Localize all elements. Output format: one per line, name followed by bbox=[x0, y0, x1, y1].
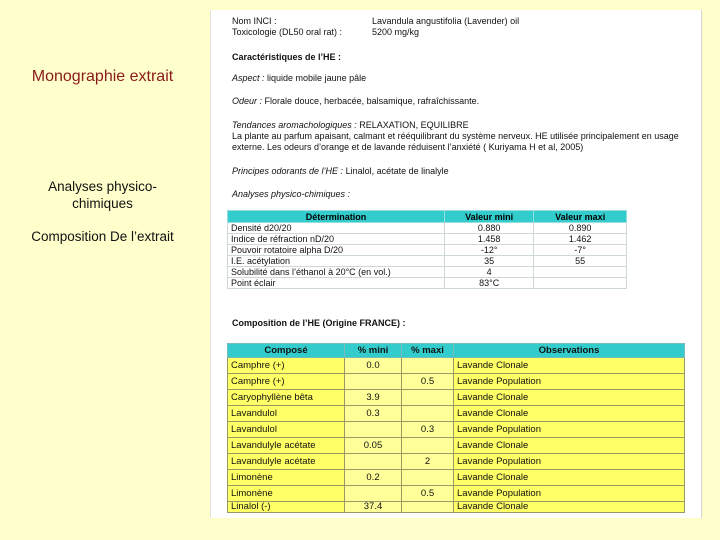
comp-cell: Caryophyllène bêta bbox=[228, 390, 345, 406]
comp-cell: Limonène bbox=[228, 470, 345, 486]
comp-cell: Lavande Clonale bbox=[454, 470, 685, 486]
table-row bbox=[228, 234, 627, 245]
det-cell: 35 bbox=[445, 256, 534, 267]
physico-chemical-table bbox=[227, 210, 627, 289]
table-row bbox=[228, 454, 685, 470]
table-row bbox=[228, 374, 685, 390]
comp-cell bbox=[402, 470, 454, 486]
comp-cell: Lavandulol bbox=[228, 406, 345, 422]
comp-cell: Lavande Clonale bbox=[454, 358, 685, 374]
comp-header: Composé bbox=[228, 344, 345, 358]
det-cell bbox=[534, 278, 627, 289]
nav-composition[interactable]: Composition De l’extrait bbox=[31, 229, 174, 244]
carac-heading: Caractéristiques de l’HE : bbox=[232, 52, 342, 62]
comp-cell bbox=[345, 454, 402, 470]
comp-cell: 0.3 bbox=[402, 422, 454, 438]
det-cell: 1.462 bbox=[534, 234, 627, 245]
det-cell: I.E. acétylation bbox=[228, 256, 445, 267]
comp-cell: Lavandulol bbox=[228, 422, 345, 438]
comp-cell: 0.3 bbox=[345, 406, 402, 422]
inci-row bbox=[232, 16, 519, 27]
analyses-label: Analyses physico-chimiques : bbox=[232, 189, 351, 199]
det-cell: Pouvoir rotatoire alpha D/20 bbox=[228, 245, 445, 256]
table-row bbox=[228, 438, 685, 454]
det-cell: 55 bbox=[534, 256, 627, 267]
comp-cell: Lavande Clonale bbox=[454, 502, 685, 513]
det-cell: -7° bbox=[534, 245, 627, 256]
det-cell bbox=[534, 267, 627, 278]
composition-heading: Composition de l’HE (Origine FRANCE) : bbox=[232, 318, 406, 328]
comp-cell: 37.4 bbox=[345, 502, 402, 513]
comp-cell: Lavande Clonale bbox=[454, 390, 685, 406]
det-cell: Solubilité dans l’éthanol à 20°C (en vol.) bbox=[228, 267, 445, 278]
det-cell: 83°C bbox=[445, 278, 534, 289]
det-cell: 0.890 bbox=[534, 223, 627, 234]
table-row bbox=[228, 486, 685, 502]
odeur-label: Odeur : bbox=[232, 96, 263, 106]
table-row bbox=[228, 390, 685, 406]
det-cell: Point éclair bbox=[228, 278, 445, 289]
table-row bbox=[228, 470, 685, 486]
comp-cell: Lavande Population bbox=[454, 374, 685, 390]
nav-analyses[interactable]: Analyses physico-chimiques bbox=[48, 179, 157, 211]
det-header: Détermination bbox=[228, 211, 445, 223]
table-row bbox=[228, 278, 627, 289]
comp-cell: Lavandulyle acétate bbox=[228, 454, 345, 470]
comp-cell bbox=[345, 374, 402, 390]
comp-cell: Lavandulyle acétate bbox=[228, 438, 345, 454]
comp-cell: Lavande Clonale bbox=[454, 438, 685, 454]
comp-cell: 0.5 bbox=[402, 374, 454, 390]
comp-header: Observations bbox=[454, 344, 685, 358]
tendances-label: Tendances aromachologiques : bbox=[232, 120, 357, 130]
composition-table bbox=[227, 343, 685, 513]
slide-left-panel bbox=[0, 0, 205, 540]
comp-cell: Limonène bbox=[228, 486, 345, 502]
comp-cell: 0.2 bbox=[345, 470, 402, 486]
comp-cell: Linalol (-) bbox=[228, 502, 345, 513]
comp-cell: Lavande Population bbox=[454, 422, 685, 438]
table-row bbox=[228, 406, 685, 422]
det-cell: Densité d20/20 bbox=[228, 223, 445, 234]
comp-cell: Camphre (+) bbox=[228, 358, 345, 374]
table-row bbox=[228, 223, 627, 234]
aspect-value: liquide mobile jaune pâle bbox=[267, 73, 367, 83]
tox-label: Toxicologie (DL50 oral rat) : bbox=[232, 27, 343, 37]
odeur-value: Florale douce, herbacée, balsamique, rafraîchissante. bbox=[264, 96, 480, 106]
inci-label: Nom INCI : bbox=[232, 16, 277, 26]
tox-value: 5200 mg/kg bbox=[372, 27, 420, 37]
comp-cell: 2 bbox=[402, 454, 454, 470]
principes-value: Linalol, acétate de linalyle bbox=[345, 166, 449, 176]
tendances-value: RELAXATION, EQUILIBRE bbox=[359, 120, 469, 130]
table-row bbox=[228, 358, 685, 374]
odeur-row bbox=[232, 96, 687, 107]
comp-cell bbox=[402, 390, 454, 406]
comp-header: % mini bbox=[345, 344, 402, 358]
comp-cell: 0.0 bbox=[345, 358, 402, 374]
det-cell: -12° bbox=[445, 245, 534, 256]
det-header: Valeur maxi bbox=[534, 211, 627, 223]
table-row bbox=[228, 267, 627, 278]
det-cell: 4 bbox=[445, 267, 534, 278]
det-cell: 0.880 bbox=[445, 223, 534, 234]
table-row bbox=[228, 245, 627, 256]
tendances-text: La plante au parfum apaisant, calmant et rééquilibrant du système nerveux. HE utilisée principalement en usage externe. Les odeurs d’orange et de lavande réduisent l’anxiété ( Kuriyama H et al, 2005) bbox=[232, 131, 679, 152]
aspect-label: Aspect : bbox=[232, 73, 265, 83]
comp-cell: 0.5 bbox=[402, 486, 454, 502]
comp-cell: Lavande Population bbox=[454, 454, 685, 470]
det-cell: Indice de réfraction nD/20 bbox=[228, 234, 445, 245]
det-cell: 1.458 bbox=[445, 234, 534, 245]
principes-label: Principes odorants de l’HE : bbox=[232, 166, 344, 176]
aspect-row bbox=[232, 73, 687, 84]
slide-title: Monographie extrait bbox=[31, 68, 174, 85]
comp-cell: Lavande Population bbox=[454, 486, 685, 502]
tox-row bbox=[232, 27, 419, 38]
comp-header: % maxi bbox=[402, 344, 454, 358]
comp-cell bbox=[402, 438, 454, 454]
comp-cell bbox=[345, 422, 402, 438]
comp-cell: 3.9 bbox=[345, 390, 402, 406]
inci-value: Lavandula angustifolia (Lavender) oil bbox=[372, 16, 520, 26]
comp-cell: 0.05 bbox=[345, 438, 402, 454]
det-header: Valeur mini bbox=[445, 211, 534, 223]
comp-cell bbox=[402, 406, 454, 422]
tendances-row bbox=[232, 120, 687, 131]
comp-cell bbox=[402, 502, 454, 513]
comp-cell: Lavande Clonale bbox=[454, 406, 685, 422]
table-row bbox=[228, 502, 685, 513]
comp-cell bbox=[345, 486, 402, 502]
table-row bbox=[228, 256, 627, 267]
comp-cell: Camphre (+) bbox=[228, 374, 345, 390]
principes-row bbox=[232, 166, 687, 177]
document-excerpt bbox=[210, 10, 702, 518]
comp-cell bbox=[402, 358, 454, 374]
table-row bbox=[228, 422, 685, 438]
